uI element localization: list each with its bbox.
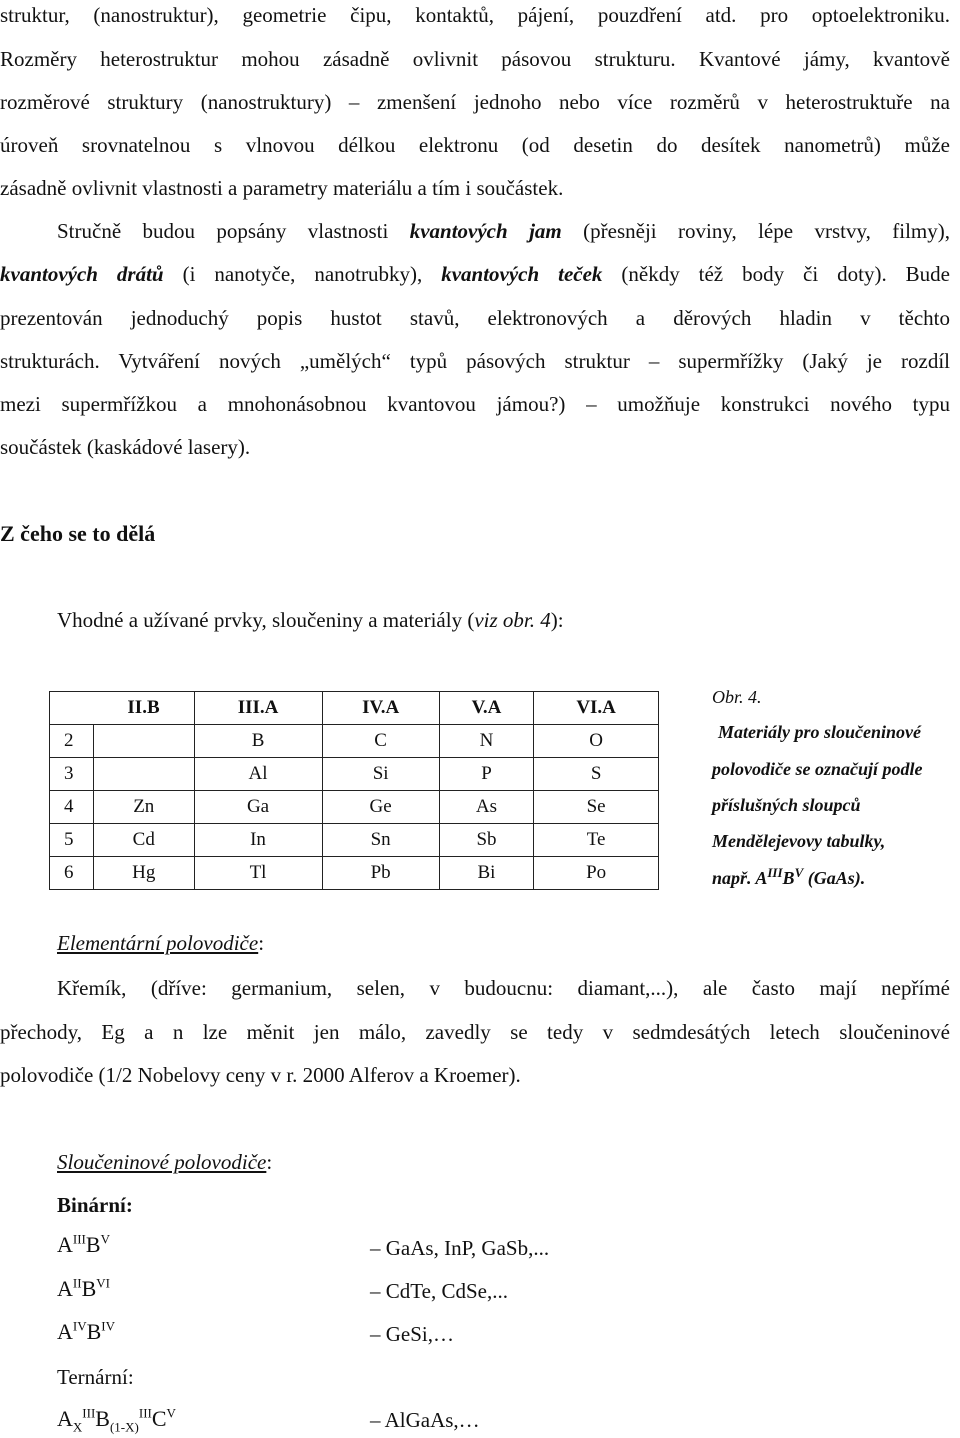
element-cell: Tl [194,857,322,890]
p2-text: (přesněji roviny, lépe vrstvy, filmy), [561,219,950,243]
element-cell: In [194,824,322,857]
elementary-title: Elementární polovodiče [57,931,259,955]
element-cell: Sn [322,824,439,857]
element-cell: Zn [94,791,195,824]
intro-line-2: Rozměry heterostruktur mohou zásadně ovlivnit pásovou strukturu. Kvantové jámy, kvantově [0,47,950,71]
element-cell: Se [534,791,659,824]
table-row [50,758,659,791]
formula-ternary [57,1405,176,1435]
table-header-cell: VI.A [534,692,659,725]
table-header-cell: III.A [194,692,322,725]
figure-caption-line: polovodiče se označují podle [712,759,923,779]
formula-symbol: B [86,1319,102,1344]
formula-binary-3 [57,1319,115,1345]
table-row [50,857,659,890]
element-cell: Po [534,857,659,890]
period-cell: 2 [50,725,94,758]
p2-line-5: mezi supermřížkou a mnohonásobnou kvantovou jámou?) – umožňuje konstrukci nového typu [0,392,950,416]
period-cell: 4 [50,791,94,824]
table-header-cell [50,692,94,725]
periodic-table-excerpt [49,691,659,890]
table-row [50,725,659,758]
element-cell: O [534,725,659,758]
element-cell: P [439,758,533,791]
element-cell: Si [322,758,439,791]
element-cell: As [439,791,533,824]
formula-symbol: A [57,1406,73,1431]
formula-superscript: III [82,1405,96,1421]
elementary-line-1: Křemík, (dříve: germanium, selen, v budoucnu: diamant,...), ale často mají nepřímé [57,976,950,1000]
p2-text: Stručně budou popsány vlastnosti [57,219,410,243]
formula-symbol: C [151,1406,167,1431]
element-cell: Bi [439,857,533,890]
figure-caption-line [712,864,958,892]
heading-colon: : [258,931,265,955]
formula-symbol: A [57,1319,73,1344]
element-cell: C [322,725,439,758]
figure-caption-label: Obr. 4. [712,687,762,707]
formula-binary-1 [57,1232,110,1258]
element-cell [94,758,195,791]
term-quantum-wells: kvantových jam [409,219,562,243]
table-header-cell: IV.A [322,692,439,725]
caption-superscript: III [767,865,783,880]
period-cell: 3 [50,758,94,791]
formula-symbol: B [85,1232,101,1257]
formula-binary-2 [57,1276,110,1302]
formula-symbol: B [81,1276,97,1301]
table-intro-text: ): [550,608,564,632]
p2-text: (někdy též body či doty). Bude [602,262,950,286]
table-header-cell: V.A [439,692,533,725]
formula-superscript: V [100,1231,110,1247]
intro-line-3: rozměrové struktury (nanostruktury) – zmenšení jednoho nebo více rozměrů v heterostruktuře na [0,90,950,114]
formula-superscript: II [72,1275,82,1291]
element-cell: Cd [94,824,195,857]
p2-line-4: strukturách. Vytváření nových „umělých“ typů pásových struktur – supermřížky (Jaký je rozdíl [0,349,950,373]
figure-reference: viz obr. 4 [474,608,551,632]
table-row [50,824,659,857]
formula-symbol: B [95,1406,110,1431]
table-row [50,791,659,824]
formula-superscript: III [72,1231,86,1247]
intro-line-5: zásadně ovlivnit vlastnosti a parametry materiálu a tím i součástek. [0,176,564,200]
intro-line-1: struktur, (nanostruktur), geometrie čipu, kontaktů, pájení, pouzdření atd. pro optoelektroniku. [0,3,950,27]
p2-line-1 [57,218,950,244]
element-cell: S [534,758,659,791]
formula-ternary-examples: – AlGaAs,… [370,1408,480,1432]
element-cell: N [439,725,533,758]
formula-superscript: IV [72,1318,87,1334]
elementary-line-2: přechody, Eg a n lze měnit jen málo, zavedly se tedy v sedmdesátých letech sloučeninové [0,1020,950,1044]
figure-caption-line: příslušných sloupců [712,795,861,815]
figure-caption-line: Materiály pro sloučeninové [718,722,921,742]
caption-superscript: V [794,865,804,880]
formula-subscript: (1-X) [109,1419,139,1435]
term-quantum-dots: kvantových teček [441,262,603,286]
period-cell: 5 [50,824,94,857]
element-cell: Al [194,758,322,791]
formula-subscript: X [72,1419,83,1435]
p2-line-6: součástek (kaskádové lasery). [0,435,251,459]
element-cell: Hg [94,857,195,890]
element-cell: B [194,725,322,758]
p2-line-3: prezentován jednoduchý popis hustot stavů, elektronových a děrových hladin v těchto [0,306,950,330]
ternary-label: Ternární: [57,1365,134,1389]
element-cell: Sb [439,824,533,857]
formula-binary-1-examples: – GaAs, InP, GaSb,... [370,1236,550,1260]
formula-symbol: A [57,1276,73,1301]
table-intro [57,607,950,633]
element-cell: Te [534,824,659,857]
elementary-heading [57,930,950,956]
p2-text: (i nanotyče, nanotrubky), [163,262,442,286]
caption-text: např. A [712,868,768,888]
heading-colon: : [266,1150,273,1174]
binary-label: Binární: [57,1193,133,1217]
element-cell: Ga [194,791,322,824]
formula-symbol: A [57,1232,73,1257]
compound-heading [57,1149,950,1175]
table-header-row [50,692,659,725]
elementary-line-3: polovodiče (1/2 Nobelovy ceny v r. 2000 Alferov a Kroemer). [0,1063,521,1087]
section-heading: Z čeho se to dělá [0,521,156,546]
intro-line-4: úroveň srovnatelnou s vlnovou délkou elektronu (od desetin do desítek nanometrů) může [0,133,950,157]
figure-caption-line: Mendělejevovy tabulky, [712,831,886,851]
caption-text: B [782,868,795,888]
formula-superscript: V [166,1405,176,1421]
table-intro-text: Vhodné a užívané prvky, sloučeniny a materiály ( [57,608,475,632]
period-cell: 6 [50,857,94,890]
element-cell [94,725,195,758]
formula-superscript: III [138,1405,152,1421]
element-cell: Ge [322,791,439,824]
p2-line-2 [0,261,950,287]
table-header-cell: II.B [94,692,195,725]
compound-title: Sloučeninové polovodiče [57,1150,267,1174]
term-quantum-wires: kvantových drátů [0,262,164,286]
formula-superscript: VI [96,1275,110,1291]
formula-binary-3-examples: – GeSi,… [370,1322,454,1346]
element-cell: Pb [322,857,439,890]
formula-superscript: IV [101,1318,116,1334]
formula-binary-2-examples: – CdTe, CdSe,... [370,1279,508,1303]
caption-text: (GaAs). [803,868,866,888]
